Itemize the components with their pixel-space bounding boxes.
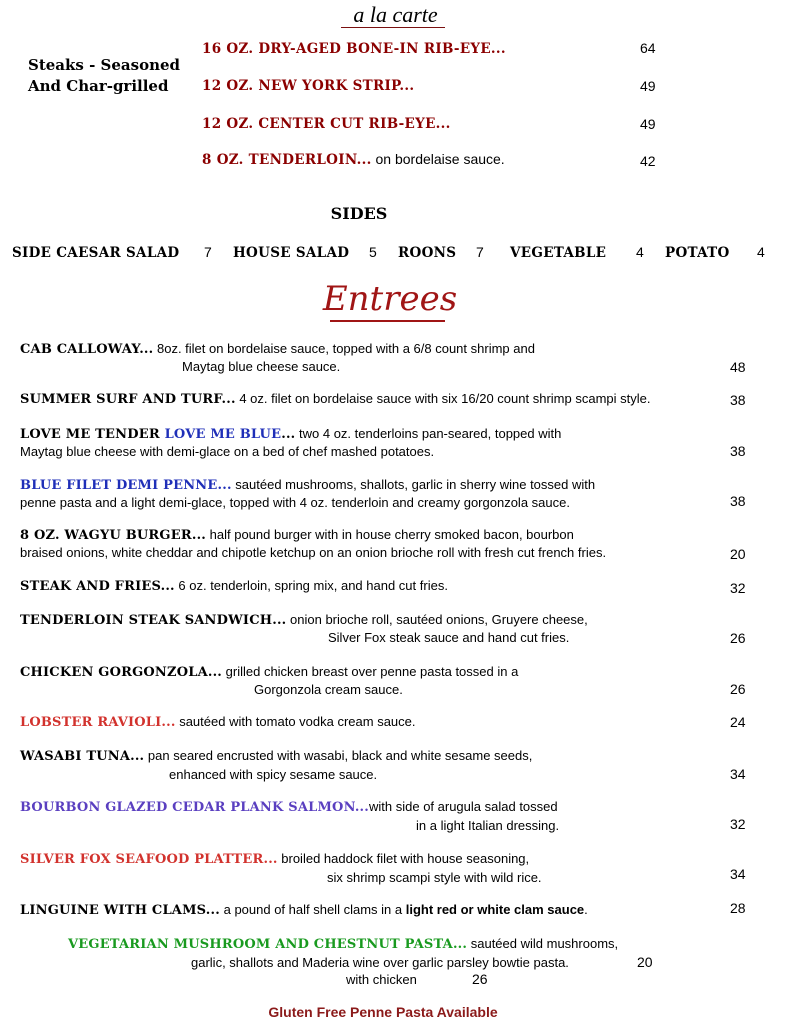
entree-name: SUMMER SURF AND TURF... (20, 392, 236, 407)
entree-name: CHICKEN GORGONZOLA... (20, 665, 223, 680)
entree-desc: 4 oz. filet on bordelaise sauce with six 16/20 count shrimp scampi style. (235, 391, 651, 406)
entree-line (20, 748, 532, 764)
page-title: a la carte (353, 2, 438, 27)
entree-name: STEAK AND FRIES... (20, 579, 175, 594)
gluten-free-note: Gluten Free Penne Pasta Available (268, 1004, 498, 1020)
entree-desc: broiled haddock filet with house seasoning, (277, 851, 530, 866)
entree-extra-price: 26 (472, 971, 488, 987)
entree-desc: sautéed wild mushrooms, (467, 936, 619, 951)
steak-item-3 (202, 115, 451, 133)
entree-name: CAB CALLOWAY... (20, 342, 154, 357)
entree-desc-line2: Maytag blue cheese sauce. (182, 359, 341, 374)
entree-name: LINGUINE WITH CLAMS... (20, 903, 220, 918)
entree-name: VEGETARIAN MUSHROOM AND CHESTNUT PASTA... (68, 937, 468, 952)
entree-name-blue: LOVE ME BLUE (164, 427, 282, 442)
entree-line (20, 799, 558, 815)
entree-line (20, 714, 416, 730)
title-underline (341, 27, 445, 28)
entree-name: BOURBON GLAZED CEDAR PLANK SALMON... (20, 800, 369, 815)
side-item (665, 244, 730, 261)
steak-name: 12 OZ. CENTER CUT RIB-EYE... (202, 116, 451, 132)
side-item (398, 244, 456, 261)
entree-desc-line2: braised onions, white cheddar and chipotle ketchup on an onion brioche roll with fresh cut french fries. (20, 545, 607, 560)
side-name: SIDE CAESAR SALAD (12, 245, 180, 261)
entree-price: 28 (730, 900, 746, 916)
entree-line (20, 341, 535, 357)
side-item (510, 244, 606, 261)
entree-name: BLUE FILET DEMI PENNE... (20, 478, 232, 493)
entree-desc: with side of arugula salad tossed (369, 799, 558, 814)
entree-price: 24 (730, 714, 746, 730)
entree-price: 48 (730, 359, 746, 375)
entree-price: 34 (730, 866, 746, 882)
side-price: 4 (757, 244, 765, 260)
entree-desc: onion brioche roll, sautéed onions, Gruyere cheese, (286, 612, 588, 627)
entree-extra: with chicken (346, 972, 417, 987)
entree-name-ellipsis: ... (281, 427, 296, 442)
side-name: POTATO (665, 245, 730, 261)
entree-line (20, 578, 448, 594)
sides-title: SIDES (330, 204, 388, 223)
side-name: ROONS (398, 245, 457, 261)
side-item (12, 244, 179, 261)
entree-desc-line2: Gorgonzola cream sauce. (254, 682, 403, 697)
entrees-underline (330, 320, 445, 322)
entree-price: 38 (730, 493, 746, 509)
steak-price: 64 (640, 40, 656, 56)
side-name: VEGETABLE (510, 245, 607, 261)
entree-desc: sautéed mushrooms, shallots, garlic in sherry wine tossed with (231, 477, 596, 492)
entree-name: WASABI TUNA... (20, 749, 145, 764)
entree-price: 34 (730, 766, 746, 782)
entree-name: LOBSTER RAVIOLI... (20, 715, 176, 730)
entree-price: 32 (730, 816, 746, 832)
entrees-title: Entrees (322, 279, 458, 319)
steak-item-1 (202, 40, 506, 58)
entree-price: 38 (730, 392, 746, 408)
steak-desc: on bordelaise sauce. (371, 151, 505, 167)
entree-desc: sautéed with tomato vodka cream sauce. (175, 714, 416, 729)
entree-line (20, 426, 561, 442)
steak-name: 12 OZ. NEW YORK STRIP... (202, 78, 415, 94)
entree-line (20, 477, 595, 493)
entree-name: TENDERLOIN STEAK SANDWICH... (20, 613, 287, 628)
steak-price: 49 (640, 116, 656, 132)
steak-name: 8 OZ. TENDERLOIN... (202, 152, 372, 168)
entree-desc-line2: enhanced with spicy sesame sauce. (169, 767, 378, 782)
steak-price: 49 (640, 78, 656, 94)
entree-line (20, 851, 529, 867)
entree-desc-line2: in a light Italian dressing. (416, 818, 560, 833)
steaks-category-label: Steaks - Seasoned And Char-grilled (28, 56, 181, 95)
entree-price: 26 (730, 630, 746, 646)
steak-item-4 (202, 151, 505, 169)
entree-desc-line2: garlic, shallots and Maderia wine over garlic parsley bowtie pasta. (191, 955, 569, 970)
entree-desc-line2: six shrimp scampi style with wild rice. (327, 870, 542, 885)
entree-line (20, 902, 588, 918)
side-price: 4 (636, 244, 644, 260)
entree-desc-line2: Silver Fox steak sauce and hand cut fries. (328, 630, 570, 645)
side-price: 7 (204, 244, 212, 260)
entree-price: 20 (730, 546, 746, 562)
entree-line (68, 936, 618, 952)
entree-line (20, 391, 650, 407)
entree-desc: half pound burger with in house cherry smoked bacon, bourbon (206, 527, 574, 542)
entree-line (20, 527, 574, 543)
entree-desc: two 4 oz. tenderloins pan-seared, topped with (295, 426, 562, 441)
steak-item-2 (202, 77, 414, 95)
entree-desc: pan seared encrusted with wasabi, black and white sesame seeds, (144, 748, 533, 763)
entree-desc: grilled chicken breast over penne pasta tossed in a (222, 664, 519, 679)
side-price: 7 (476, 244, 484, 260)
entree-desc: 8oz. filet on bordelaise sauce, topped with a 6/8 count shrimp and (153, 341, 535, 356)
entree-name: 8 OZ. WAGYU BURGER... (20, 528, 207, 543)
steak-name: 16 OZ. DRY-AGED BONE-IN RIB-EYE... (202, 41, 506, 57)
side-item (233, 244, 349, 261)
entree-desc: a pound of half shell clams in a (219, 902, 406, 917)
entree-desc: 6 oz. tenderloin, spring mix, and hand cut fries. (174, 578, 448, 593)
side-name: HOUSE SALAD (233, 245, 350, 261)
entree-name: SILVER FOX SEAFOOD PLATTER... (20, 852, 278, 867)
side-price: 5 (369, 244, 377, 260)
entree-price: 26 (730, 681, 746, 697)
entree-desc-bold: light red or white clam sauce (405, 902, 585, 917)
entree-desc-end: . (584, 902, 588, 917)
entree-name: LOVE ME TENDER (20, 427, 165, 442)
steak-price: 42 (640, 153, 656, 169)
entree-price: 32 (730, 580, 746, 596)
entree-line (20, 664, 518, 680)
entree-desc-line2: penne pasta and a light demi-glace, topped with 4 oz. tenderloin and creamy gorgonzola sauce. (20, 495, 570, 510)
entree-price: 20 (637, 954, 653, 970)
entree-line (20, 612, 588, 628)
entree-desc-line2: Maytag blue cheese with demi-glace on a bed of chef mashed potatoes. (20, 444, 435, 459)
entree-price: 38 (730, 443, 746, 459)
